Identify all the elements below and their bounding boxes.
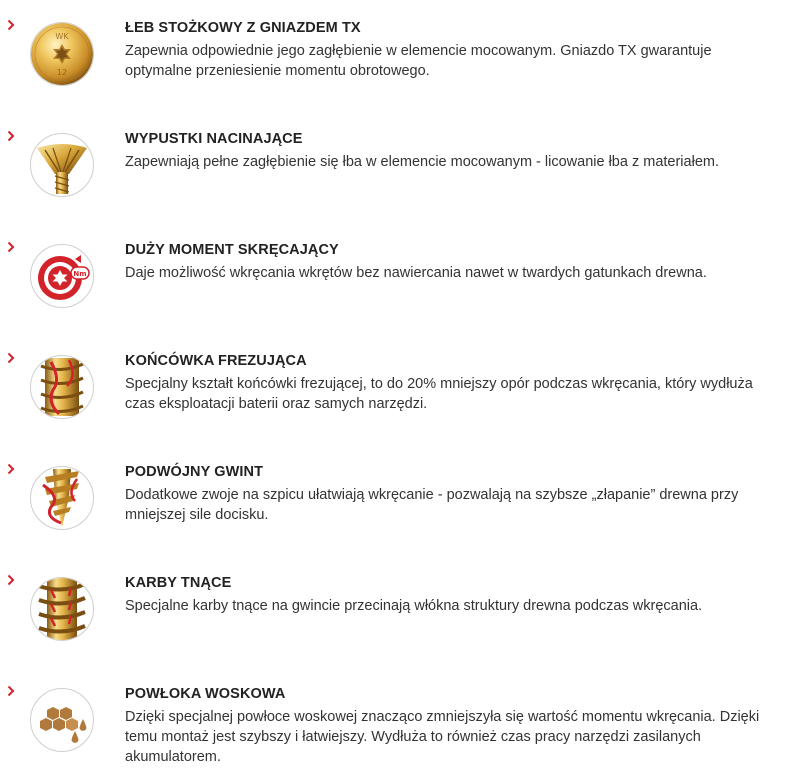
feature-item [0,236,791,336]
feature-title: WYPUSTKI NACINAJĄCE [125,131,303,147]
feature-item [0,125,791,225]
feature-description: Specjalne karby tnące na gwincie przecinają włókna struktury drewna podczas wkręcania. [125,598,703,614]
feature-title: KOŃCÓWKA FREZUJĄCA [125,353,307,369]
feature-description: Zapewniają pełne zagłębienie się łba w elemencie mocowanym - licowanie łba z materiałem. [125,154,719,170]
feature-item [0,458,791,558]
feature-description: Daje możliwość wkręcania wkrętów bez nawiercania nawet w twardych gatunkach drewna. [125,265,707,281]
feature-title: POWŁOKA WOSKOWA [125,686,286,702]
torque-label: Nm [73,270,87,278]
feature-title: ŁEB STOŻKOWY Z GNIAZDEM TX [125,20,361,36]
torque-icon [30,244,94,308]
wax-coating-icon [30,688,94,752]
countersunk-head-tx-icon [30,22,94,86]
cutting-notches-icon [30,577,94,641]
chevron-right-icon [7,241,15,253]
feature-description: Dzięki specjalnej powłoce woskowej znacząco zmniejszyła się wartość momentu wkręcania. Dzięki temu montaż jest szybszy i łatwiejszy. Wydłuża to również czas pracy narzędzi zasilanych akumulatorem. [125,709,760,765]
head-marking-bottom: 12 [56,68,68,77]
feature-item [0,14,791,114]
head-marking-top: WK [55,32,69,41]
cutting-ribs-icon [30,133,94,197]
feature-description: Specjalny kształt końcówki frezującej, to do 20% mniejszy opór podczas wkręcania, który wydłuża czas eksploatacji baterii oraz samych narzędzi. [125,376,753,412]
milling-tip-icon [30,355,94,419]
chevron-right-icon [7,352,15,364]
feature-title: PODWÓJNY GWINT [125,464,264,480]
chevron-right-icon [7,685,15,697]
feature-description: Dodatkowe zwoje na szpicu ułatwiają wkręcanie - pozwalają na szybsze „złapanie” drewna przy mniejszej sile docisku. [125,487,739,523]
feature-item [0,680,791,780]
chevron-right-icon [7,19,15,31]
feature-title: KARBY TNĄCE [125,575,232,591]
chevron-right-icon [7,463,15,475]
feature-title: DUŻY MOMENT SKRĘCAJĄCY [125,242,339,258]
feature-item [0,347,791,447]
chevron-right-icon [7,130,15,142]
double-thread-icon [30,466,94,530]
chevron-right-icon [7,574,15,586]
feature-item [0,569,791,669]
feature-description: Zapewnia odpowiednie jego zagłębienie w elemencie mocowanym. Gniazdo TX gwarantuje optymalne przeniesienie momentu obrotowego. [125,43,712,79]
